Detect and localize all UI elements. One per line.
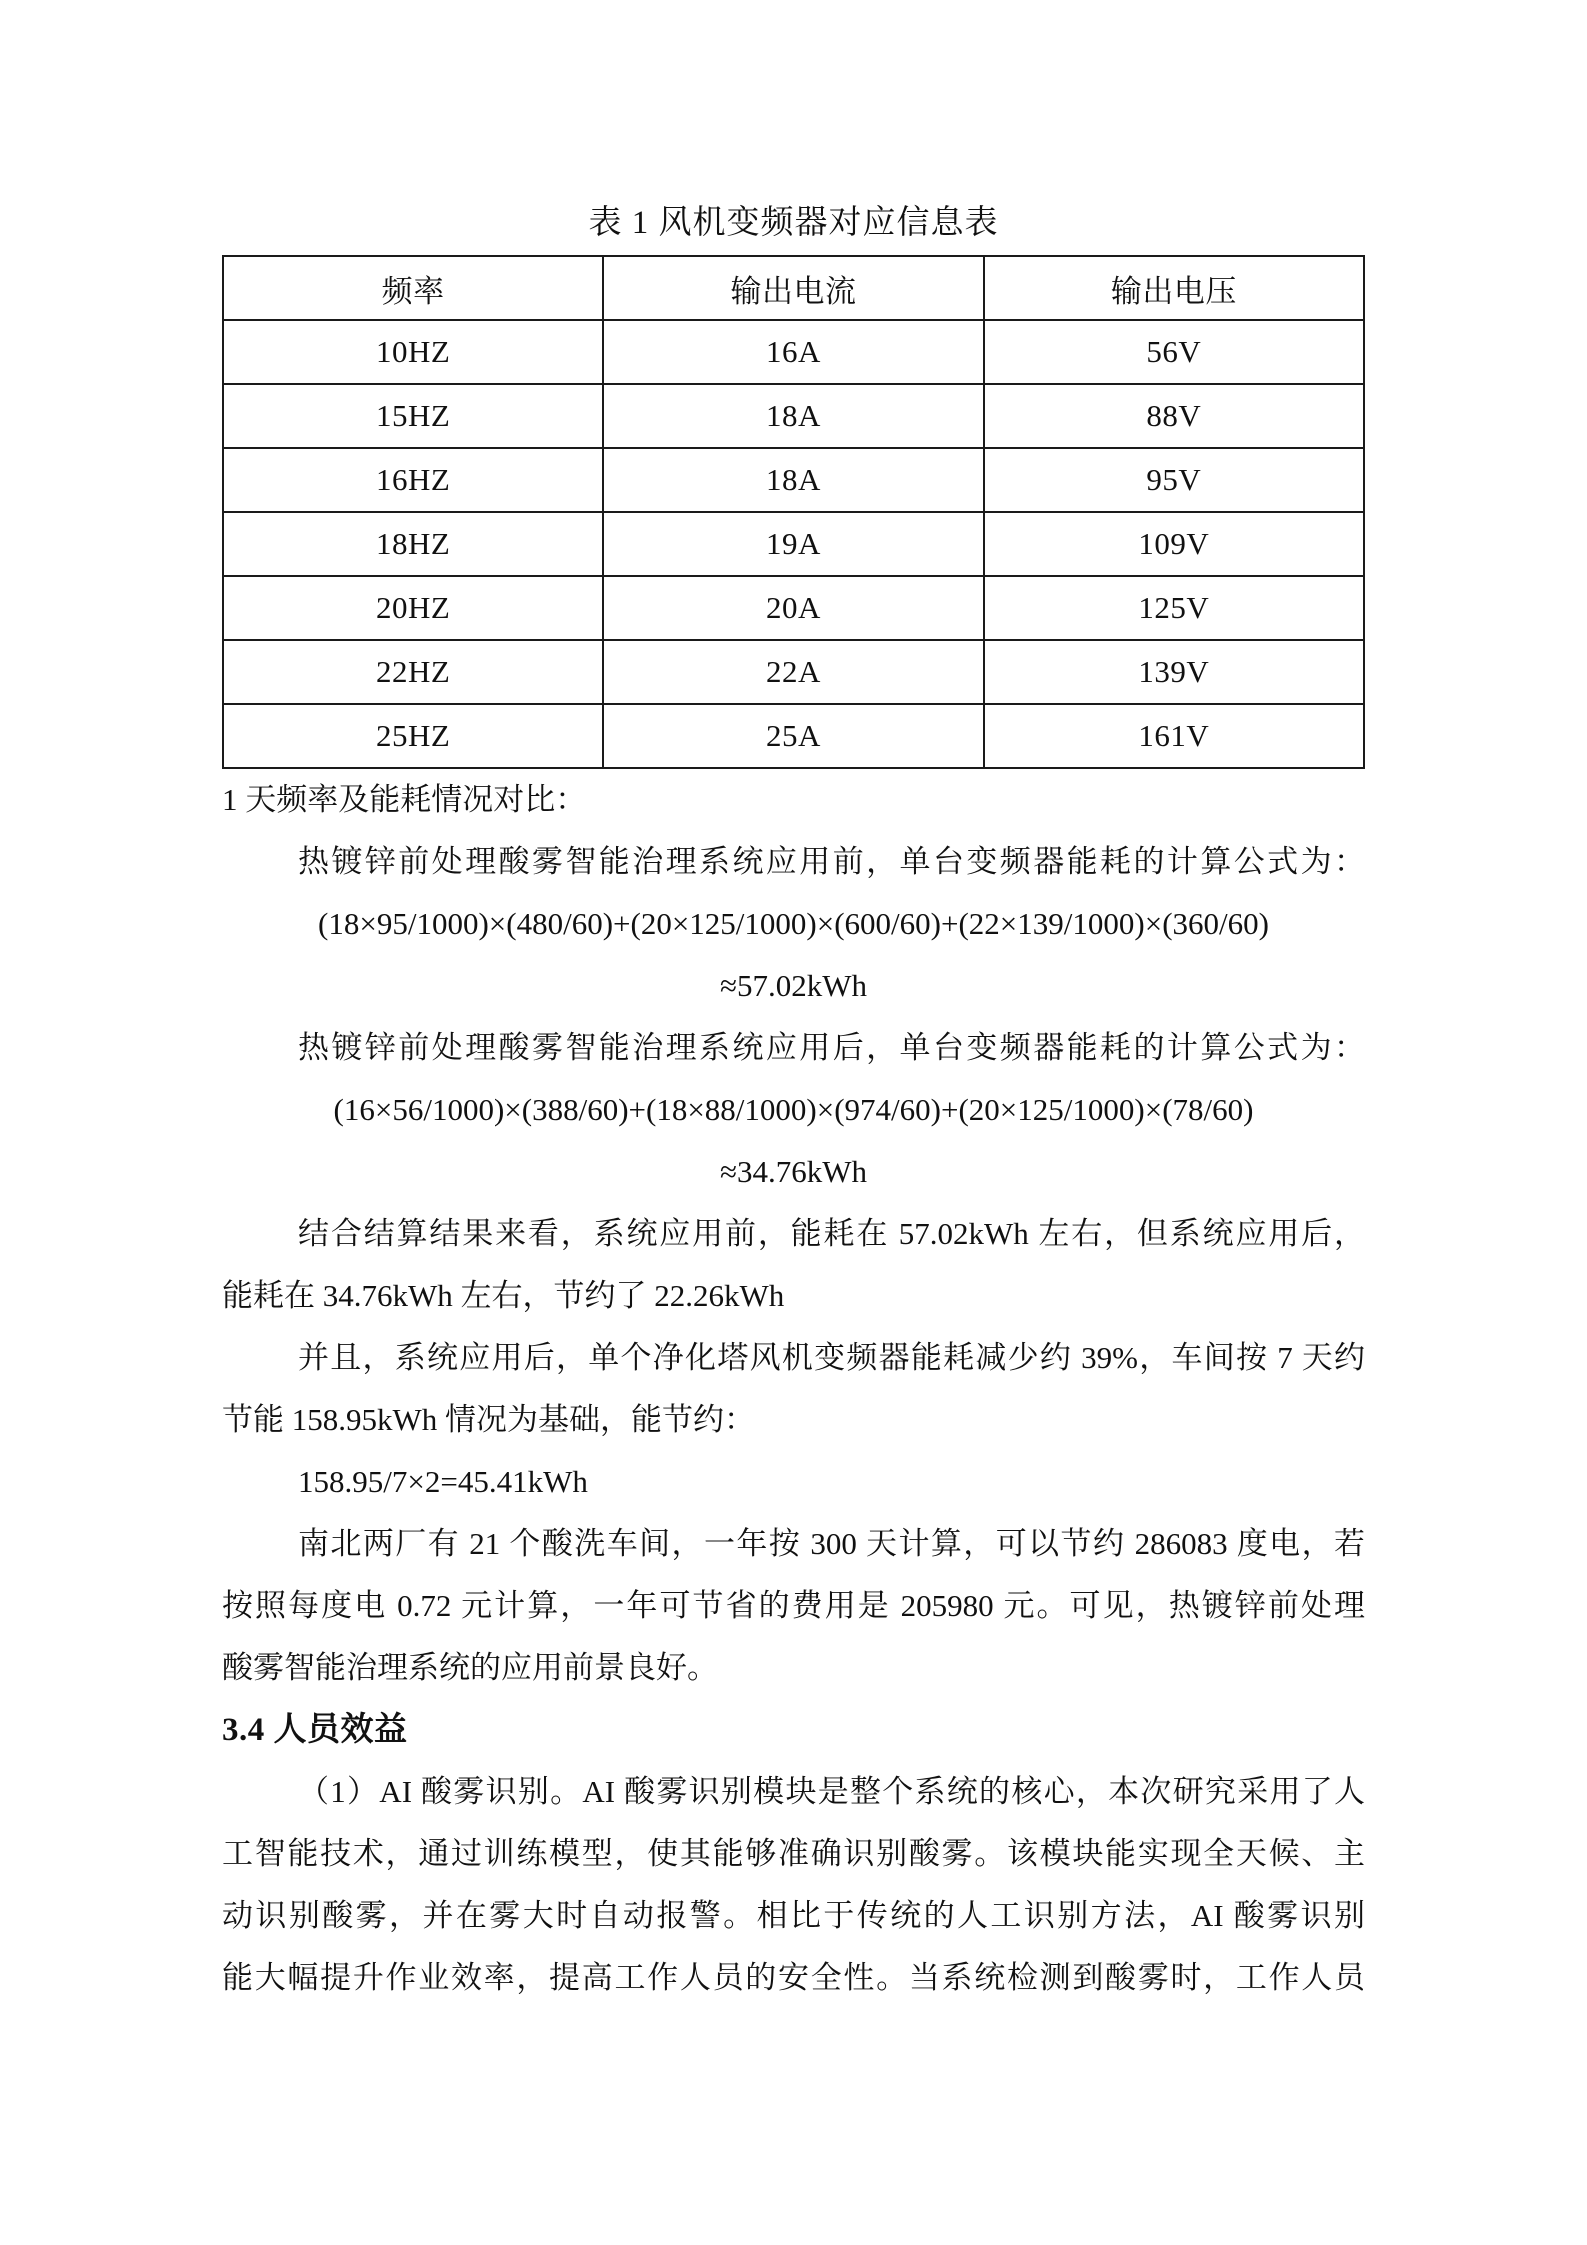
cell-current: 18A: [603, 448, 983, 512]
table-row: [223, 576, 1364, 640]
cell-current: 22A: [603, 640, 983, 704]
cell-current: 25A: [603, 704, 983, 768]
formula-line: 158.95/7×2=45.41kWh: [298, 1464, 588, 1499]
cell-voltage: 161V: [984, 704, 1364, 768]
header-cell-output-voltage: 输出电压: [984, 256, 1364, 320]
cell-voltage: 95V: [984, 448, 1364, 512]
cell-current: 19A: [603, 512, 983, 576]
cell-current: 20A: [603, 576, 983, 640]
formula-line: (16×56/1000)×(388/60)+(18×88/1000)×(974/60)+(20×125/1000)×(78/60): [333, 1092, 1254, 1127]
text-line: 热镀锌前处理酸雾智能治理系统应用前，单台变频器能耗的计算公式为：: [298, 844, 1365, 879]
body-text: [222, 769, 1365, 2009]
table-row: [223, 512, 1364, 576]
table-caption: 表 1 风机变频器对应信息表: [588, 205, 999, 241]
cell-voltage: 56V: [984, 320, 1364, 384]
cell-voltage: 139V: [984, 640, 1364, 704]
text-line: 动识别酸雾，并在雾大时自动报警。相比于传统的人工识别方法，AI 酸雾识别: [222, 1898, 1365, 1933]
cell-frequency: 18HZ: [223, 512, 603, 576]
text-line: 按照每度电 0.72 元计算，一年可节省的费用是 205980 元。可见，热镀锌前处理: [222, 1588, 1365, 1623]
text-line: 节能 158.95kWh 情况为基础，能节约：: [222, 1402, 756, 1437]
cell-frequency: 25HZ: [223, 704, 603, 768]
text-line: （1）AI 酸雾识别。AI 酸雾识别模块是整个系统的核心，本次研究采用了人: [298, 1774, 1365, 1809]
text-line: 酸雾智能治理系统的应用前景良好。: [222, 1650, 718, 1685]
cell-frequency: 16HZ: [223, 448, 603, 512]
header-cell-frequency: 频率: [223, 256, 603, 320]
text-line: 1 天频率及能耗情况对比：: [222, 782, 587, 817]
cell-frequency: 10HZ: [223, 320, 603, 384]
header-cell-output-current: 输出电流: [603, 256, 983, 320]
text-line: 能大幅提升作业效率，提高工作人员的安全性。当系统检测到酸雾时，工作人员: [222, 1960, 1365, 1995]
cell-frequency: 20HZ: [223, 576, 603, 640]
table-row: [223, 448, 1364, 512]
fan-inverter-info-table: [222, 255, 1365, 769]
table-row: [223, 704, 1364, 768]
table-row: [223, 320, 1364, 384]
formula-line: (18×95/1000)×(480/60)+(20×125/1000)×(600/60)+(22×139/1000)×(360/60): [318, 906, 1269, 941]
table-row: [223, 384, 1364, 448]
cell-voltage: 125V: [984, 576, 1364, 640]
table-row: [223, 640, 1364, 704]
table-header-row: [223, 256, 1364, 320]
cell-current: 16A: [603, 320, 983, 384]
cell-frequency: 22HZ: [223, 640, 603, 704]
cell-voltage: 109V: [984, 512, 1364, 576]
cell-frequency: 15HZ: [223, 384, 603, 448]
formula-result-line: ≈34.76kWh: [719, 1154, 868, 1189]
section-heading-3-4: 3.4 人员效益: [222, 1712, 408, 1748]
text-line: 结合结算结果来看，系统应用前，能耗在 57.02kWh 左右，但系统应用后，: [298, 1216, 1365, 1251]
formula-result-line: ≈57.02kWh: [719, 968, 868, 1003]
cell-voltage: 88V: [984, 384, 1364, 448]
text-line: 热镀锌前处理酸雾智能治理系统应用后，单台变频器能耗的计算公式为：: [298, 1030, 1365, 1065]
text-line: 南北两厂有 21 个酸洗车间，一年按 300 天计算，可以节约 286083 度电，若: [298, 1526, 1365, 1561]
text-line: 并且，系统应用后，单个净化塔风机变频器能耗减少约 39%，车间按 7 天约: [298, 1340, 1365, 1375]
cell-current: 18A: [603, 384, 983, 448]
text-line: 能耗在 34.76kWh 左右，节约了 22.26kWh: [222, 1278, 785, 1313]
text-line: 工智能技术，通过训练模型，使其能够准确识别酸雾。该模块能实现全天候、主: [222, 1836, 1365, 1871]
